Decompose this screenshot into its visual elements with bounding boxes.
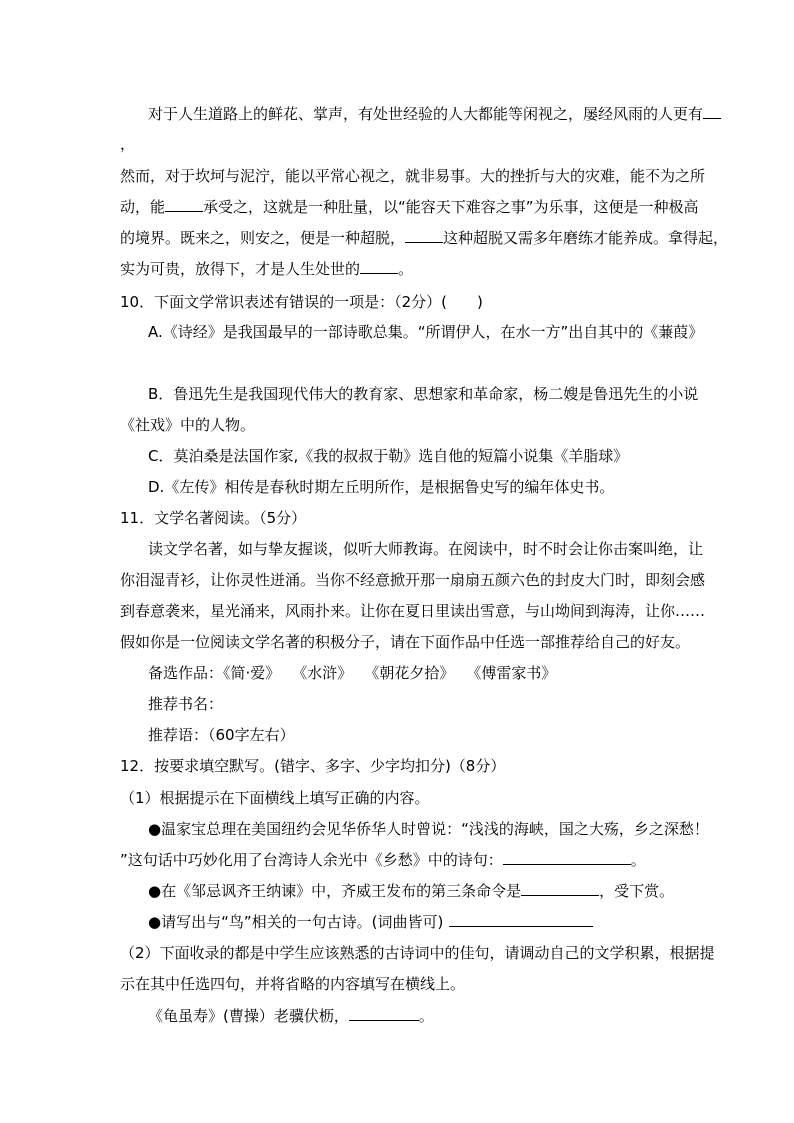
answer-blank[interactable] [521, 881, 599, 896]
bullet-item-continued: ”这句话中巧妙化用了台湾诗人余光中《乡愁》中的诗句： 。 [120, 851, 646, 869]
option-a: A.《诗经》是我国最早的一部诗歌总集。“所谓伊人，在水一方”出自其中的《蒹葭》 [148, 323, 704, 341]
work-option: 《傅雷家书》 [466, 664, 557, 682]
sub-question-1: （1）根据提示在下面横线上填写正确的内容。 [120, 789, 430, 807]
answer-blank[interactable] [503, 850, 631, 865]
option-b-continued: 《社戏》中的人物。 [120, 416, 256, 434]
book-name-label: 推荐书名： [148, 695, 224, 713]
paragraph-line: 你泪湿青衫，让你灵性迸涌。当你不经意掀开那一扇扇五颜六色的封皮大门时，即刻会感 [120, 571, 706, 589]
passage-line: 对于人生道路上的鲜花、掌声，有处世经验的人大都能等闲视之，屡经风雨的人更有 [148, 104, 721, 124]
work-option: 《水浒》 [292, 664, 353, 682]
sub-question-2-continued: 示在其中任选四句，并将省略的内容填写在横线上。 [120, 975, 466, 993]
bullet-item: ●在《邹忌讽齐王纳谏》中，齐威王发布的第三条命令是 ，受下赏。 [148, 882, 675, 900]
answer-blank[interactable] [703, 104, 721, 119]
paragraph-line: 读文学名著，如与挚友握谈，似听大师教诲。在阅读中，时不时会让你击案叫绝，让 [148, 540, 704, 558]
option-d: D.《左传》相传是春秋时期左丘明所作，是根据鲁史写的编年体史书。 [148, 478, 615, 496]
passage-line: 然而，对于坎坷与泥泞，能以平常心视之，就非易事。大的挫折与大的灾难，能不为之所 [120, 167, 706, 185]
passage-line: 动，能 承受之，这就是一种肚量，以“能容天下难容之事”为乐事，这便是一种极高 [120, 198, 699, 216]
answer-blank[interactable] [405, 228, 443, 243]
paragraph-line: 假如你是一位阅读文学名著的积极分子，请在下面作品中任选一部推荐给自己的好友。 [120, 633, 691, 651]
question-11-stem: 11．文学名著阅读。（5分） [120, 509, 307, 527]
bullet-item: ●请写出与“鸟”相关的一句古诗。(词曲皆可) [148, 912, 593, 932]
question-10-stem: 10．下面文学常识表述有错误的一项是：（2分）( ) [120, 293, 483, 311]
work-option: 《简·爱》 [223, 664, 281, 682]
question-12-stem: 12．按要求填空默写。(错字、多字、少字均扣分)（8分） [120, 757, 506, 775]
answer-blank[interactable] [449, 912, 593, 927]
recommendation-label: 推荐语：（60字左右） [148, 726, 295, 744]
bullet-item: ●温家宝总理在美国纽约会见华侨华人时曾说：“浅浅的海峡，国之大殇，乡之深愁！ [148, 820, 709, 838]
passage-line: 的境界。既来之，则安之，便是一种超脱， 这种超脱又需多年磨练才能养成。拿得起， [120, 229, 729, 247]
option-c: C．莫泊桑是法国作家,《我的叔叔于勒》选自他的短篇小说集《羊脂球》 [148, 447, 629, 465]
answer-blank[interactable] [165, 197, 203, 212]
passage-line: ， [120, 135, 136, 153]
poem-prompt: 《龟虽寿》(曹操）老骥伏枥， 。 [148, 1007, 434, 1025]
answer-blank[interactable] [349, 1006, 419, 1021]
passage-line: 实为可贵，放得下，才是人生处世的 。 [120, 260, 414, 278]
answer-blank[interactable] [360, 259, 398, 274]
work-option: 《朝花夕拾》 [364, 664, 455, 682]
candidate-works: 备选作品：《简·爱》 《水浒》 《朝花夕拾》 《傅雷家书》 [148, 664, 557, 682]
option-b: B．鲁迅先生是我国现代伟大的教育家、思想家和革命家，杨二嫂是鲁迅先生的小说 [148, 385, 699, 403]
sub-question-2: （2）下面收录的都是中学生应该熟悉的古诗词中的佳句，请调动自己的文学积累，根据提 [120, 944, 715, 962]
paragraph-line: 到春意袭来，星光涌来，风雨扑来。让你在夏日里读出雪意，与山坳间到海涛，让你…… [120, 602, 706, 620]
